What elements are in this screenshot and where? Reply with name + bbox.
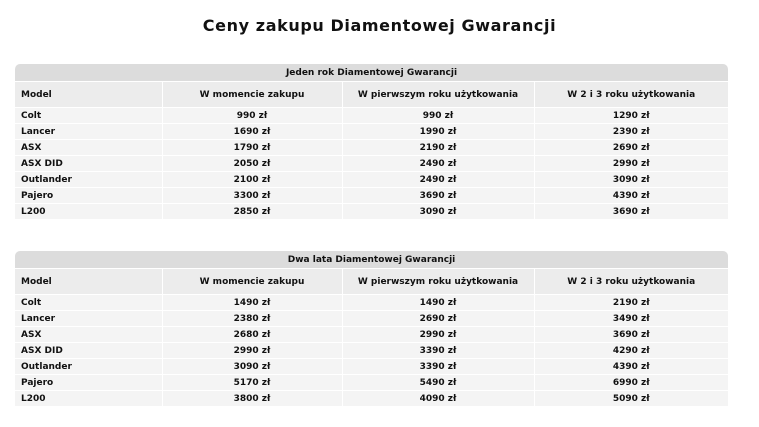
price-cell: 3090 zł bbox=[534, 172, 728, 188]
warranty-table-one-year bbox=[15, 64, 728, 219]
price-cell: 3690 zł bbox=[534, 327, 728, 343]
price-cell: 1790 zł bbox=[162, 140, 342, 156]
table-caption-row bbox=[15, 251, 728, 269]
table-row bbox=[15, 359, 728, 375]
price-cell: 1290 zł bbox=[534, 108, 728, 124]
table-row bbox=[15, 188, 728, 204]
model-cell: ASX bbox=[15, 140, 162, 156]
model-cell: Colt bbox=[15, 295, 162, 311]
price-cell: 3090 zł bbox=[342, 204, 534, 220]
warranty-table-two-years bbox=[15, 251, 728, 406]
price-cell: 5090 zł bbox=[534, 391, 728, 407]
table-row bbox=[15, 343, 728, 359]
price-cell: 2190 zł bbox=[342, 140, 534, 156]
price-cell: 990 zł bbox=[162, 108, 342, 124]
price-cell: 2490 zł bbox=[342, 172, 534, 188]
table-row bbox=[15, 124, 728, 140]
model-cell: Pajero bbox=[15, 375, 162, 391]
model-cell: Outlander bbox=[15, 172, 162, 188]
model-cell: ASX bbox=[15, 327, 162, 343]
price-cell: 2990 zł bbox=[534, 156, 728, 172]
table-header-row bbox=[15, 82, 728, 108]
price-cell: 5490 zł bbox=[342, 375, 534, 391]
price-cell: 2850 zł bbox=[162, 204, 342, 220]
price-cell: 2490 zł bbox=[342, 156, 534, 172]
model-cell: Outlander bbox=[15, 359, 162, 375]
price-cell: 4390 zł bbox=[534, 359, 728, 375]
table-row bbox=[15, 108, 728, 124]
price-cell: 990 zł bbox=[342, 108, 534, 124]
price-cell: 3090 zł bbox=[162, 359, 342, 375]
price-cell: 5170 zł bbox=[162, 375, 342, 391]
column-header: W pierwszym roku użytkowania bbox=[342, 269, 534, 295]
price-cell: 3800 zł bbox=[162, 391, 342, 407]
column-header: W 2 i 3 roku użytkowania bbox=[534, 269, 728, 295]
table-row bbox=[15, 140, 728, 156]
table-row bbox=[15, 295, 728, 311]
table-row bbox=[15, 156, 728, 172]
price-cell: 2690 zł bbox=[342, 311, 534, 327]
table-header-row bbox=[15, 269, 728, 295]
model-cell: Colt bbox=[15, 108, 162, 124]
price-cell: 2100 zł bbox=[162, 172, 342, 188]
price-cell: 3490 zł bbox=[534, 311, 728, 327]
model-cell: L200 bbox=[15, 391, 162, 407]
column-header: W momencie zakupu bbox=[162, 82, 342, 108]
price-cell: 3390 zł bbox=[342, 343, 534, 359]
price-cell: 3690 zł bbox=[342, 188, 534, 204]
price-cell: 2050 zł bbox=[162, 156, 342, 172]
model-cell: ASX DID bbox=[15, 343, 162, 359]
model-cell: ASX DID bbox=[15, 156, 162, 172]
price-cell: 2190 zł bbox=[534, 295, 728, 311]
column-header: W 2 i 3 roku użytkowania bbox=[534, 82, 728, 108]
price-cell: 2390 zł bbox=[534, 124, 728, 140]
price-cell: 4290 zł bbox=[534, 343, 728, 359]
page-title: Ceny zakupu Diamentowej Gwarancji bbox=[202, 16, 557, 35]
price-cell: 3390 zł bbox=[342, 359, 534, 375]
price-cell: 3300 zł bbox=[162, 188, 342, 204]
price-cell: 6990 zł bbox=[534, 375, 728, 391]
column-header: Model bbox=[15, 82, 162, 108]
model-cell: L200 bbox=[15, 204, 162, 220]
table-row bbox=[15, 204, 728, 220]
table-row bbox=[15, 391, 728, 407]
price-cell: 4090 zł bbox=[342, 391, 534, 407]
price-cell: 1990 zł bbox=[342, 124, 534, 140]
price-cell: 1690 zł bbox=[162, 124, 342, 140]
model-cell: Lancer bbox=[15, 124, 162, 140]
table-row bbox=[15, 327, 728, 343]
column-header: W momencie zakupu bbox=[162, 269, 342, 295]
table-caption-row bbox=[15, 64, 728, 82]
price-cell: 3690 zł bbox=[534, 204, 728, 220]
table-row bbox=[15, 375, 728, 391]
price-cell: 2990 zł bbox=[342, 327, 534, 343]
table-row bbox=[15, 172, 728, 188]
price-cell: 2680 zł bbox=[162, 327, 342, 343]
column-header: Model bbox=[15, 269, 162, 295]
price-cell: 2380 zł bbox=[162, 311, 342, 327]
price-cell: 2690 zł bbox=[534, 140, 728, 156]
column-header: W pierwszym roku użytkowania bbox=[342, 82, 534, 108]
table-row bbox=[15, 311, 728, 327]
price-cell: 1490 zł bbox=[342, 295, 534, 311]
table-caption: Dwa lata Diamentowej Gwarancji bbox=[15, 251, 728, 269]
model-cell: Lancer bbox=[15, 311, 162, 327]
model-cell: Pajero bbox=[15, 188, 162, 204]
table-caption: Jeden rok Diamentowej Gwarancji bbox=[15, 64, 728, 82]
price-cell: 2990 zł bbox=[162, 343, 342, 359]
price-cell: 1490 zł bbox=[162, 295, 342, 311]
price-cell: 4390 zł bbox=[534, 188, 728, 204]
